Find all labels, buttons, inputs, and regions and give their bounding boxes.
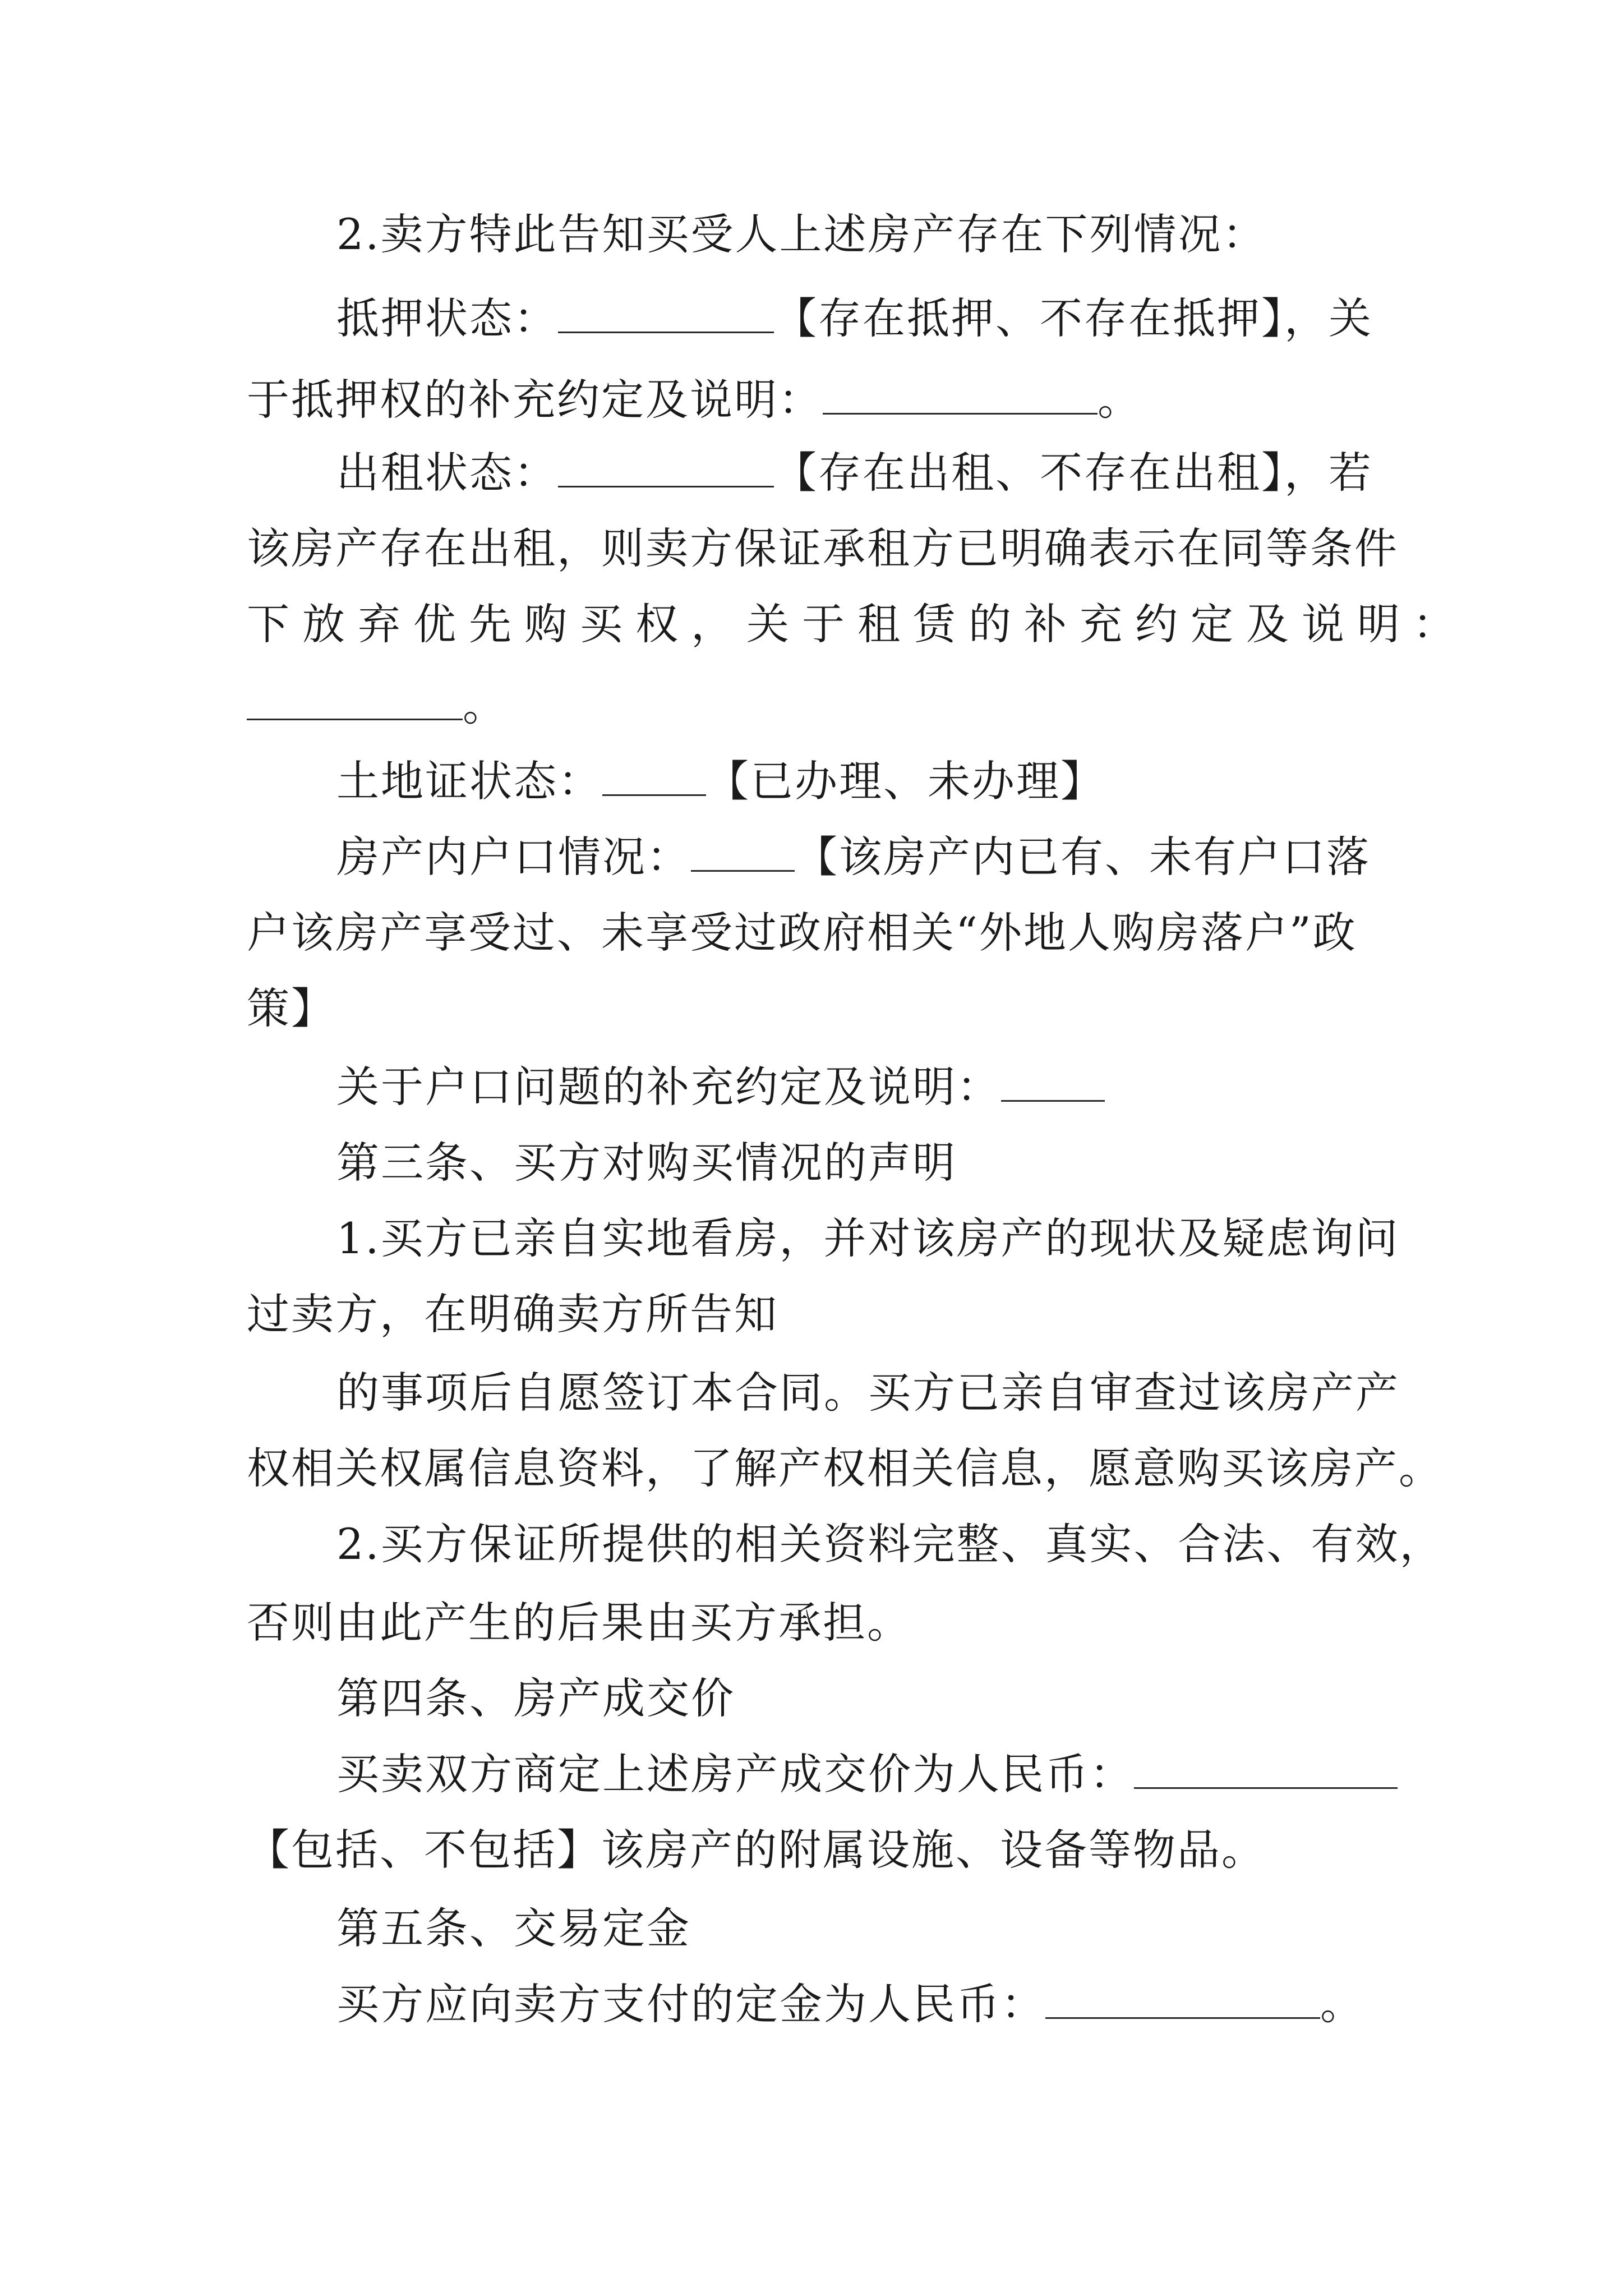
fill-in-blank [823, 377, 1098, 415]
section-heading: 第五条、交易定金 [336, 1903, 691, 1953]
fill-in-blank [558, 296, 774, 333]
text-line: 户该房产享受过、未享受过政府相关“外地人购房落户”政 [247, 908, 1357, 958]
text-line: 出租状态： 【存在出租、不存在出租】，若 [336, 448, 1373, 498]
text-line: 抵押状态： 【存在抵押、不存在抵押】，关 [336, 293, 1373, 343]
text-line: 关于户口问题的补充约定及说明： [336, 1060, 1380, 1114]
section-heading: 第四条、房产成交价 [336, 1673, 735, 1723]
fill-in-blank [1001, 1064, 1105, 1102]
fill-in-blank [1134, 1751, 1398, 1789]
fill-in-blank [602, 758, 706, 796]
text-line: 1.买方已亲自实地看房，并对该房产的现状及疑虑询问 [336, 1213, 1400, 1263]
text-line: 否则由此产生的后果由买方承担。 [247, 1598, 911, 1648]
text-line: 土地证状态： 【已办理、未办理】 [336, 756, 1105, 806]
text-line: 【包括、不包括】该房产的附属设施、设备等物品。 [247, 1825, 1266, 1875]
fill-in-blank [558, 450, 774, 487]
fill-in-blank [247, 683, 463, 720]
text-line: 2.买方保证所提供的相关资料完整、真实、合法、有效， [336, 1519, 1444, 1569]
text-line: 。 [247, 679, 1380, 733]
text-line: 房产内户口情况： 【该房产内已有、未有户口落 [336, 832, 1371, 882]
text-line: 买卖双方商定上述房产成交价为人民币： [336, 1747, 1380, 1801]
text-line: 过卖方，在明确卖方所告知 [247, 1289, 778, 1339]
fill-in-blank [1045, 1981, 1320, 2019]
text-line: 下放弃优先购买权，关于租赁的补充约定及说明： [247, 599, 1468, 649]
text-line: 买方应向卖方支付的定金为人民币： 。 [336, 1979, 1364, 2029]
text-line: 权相关权属信息资料，了解产权相关信息，愿意购买该房产。 [247, 1443, 1443, 1493]
text-line: 该房产存在出租，则卖方保证承租方已明确表示在同等条件 [247, 523, 1399, 573]
text-line: 的事项后自愿签订本合同。买方已亲自审查过该房产产 [336, 1368, 1400, 1418]
fill-in-blank [691, 834, 795, 872]
section-heading: 第三条、买方对购买情况的声明 [336, 1138, 957, 1188]
text-line: 策】 [247, 983, 335, 1033]
text-line: 于抵押权的补充约定及说明： 。 [247, 375, 1142, 425]
text-line: 2.卖方特此告知买受人上述房产存在下列情况： [336, 209, 1267, 259]
